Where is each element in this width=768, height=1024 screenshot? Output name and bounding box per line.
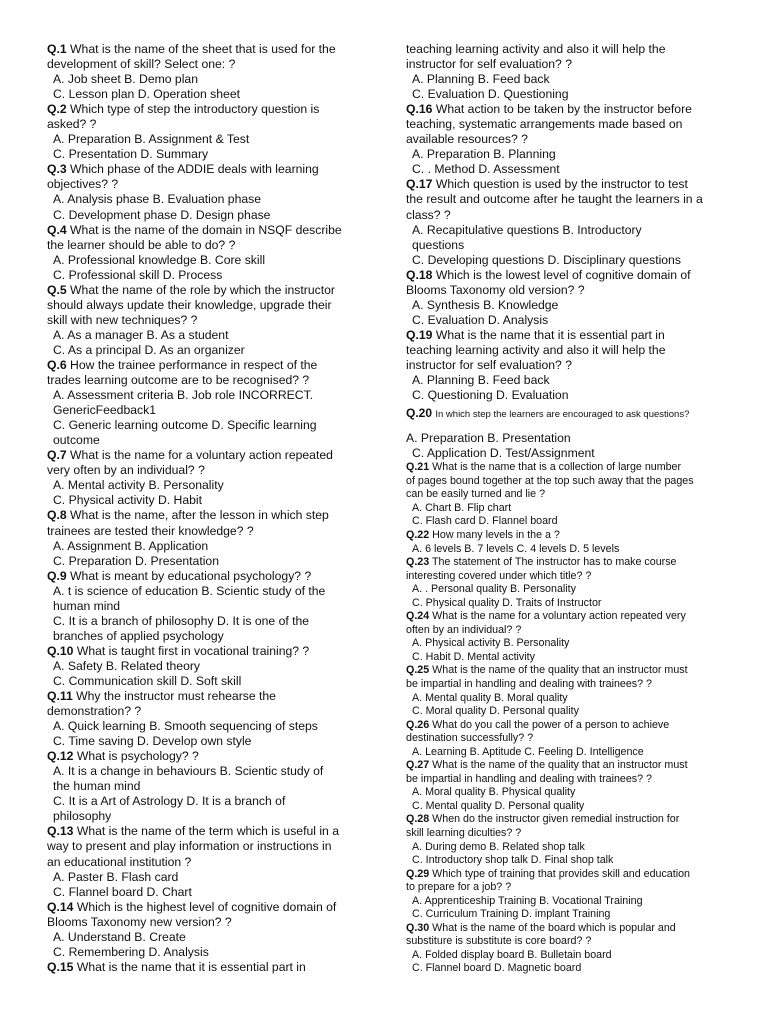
question-text: What is the name of the sheet that is used for the — [70, 42, 336, 56]
option-line: C. It is a Art of Astrology D. It is a branch of — [53, 794, 286, 809]
option-line: human mind — [53, 598, 121, 613]
question-text: Which type of training that provides skill and education — [432, 867, 690, 880]
question-text: teaching learning activity and also it will help the — [406, 42, 666, 56]
right-top-section — [406, 42, 728, 403]
option-line: A. Job sheet B. Demo plan — [53, 72, 198, 87]
question-text-line — [47, 524, 369, 539]
option-line: A. Moral quality B. Physical quality — [412, 786, 576, 799]
option-line: A. Folded display board B. Bulletain board — [412, 948, 612, 961]
option-line: A. Understand B. Create — [53, 929, 186, 944]
option-line: C. Flannel board D. Magnetic board — [412, 962, 582, 975]
question-number: Q.6 — [47, 357, 67, 372]
question-text-line — [47, 839, 369, 854]
question-text: can be easily turned and lie ? — [406, 488, 546, 501]
question-text: What is the name that it is essential part in — [435, 327, 665, 342]
question-27 — [406, 759, 728, 813]
question-25 — [406, 664, 728, 718]
question-text-line — [47, 689, 369, 704]
question-14 — [47, 900, 369, 960]
option-line: C. Evaluation D. Analysis — [412, 312, 549, 327]
question-text: skill with new techniques? ? — [47, 312, 198, 327]
question-text-line — [47, 915, 369, 930]
question-text: Which is the highest level of cognitive domain of — [76, 899, 337, 914]
option-line: C. Communication skill D. Soft skill — [53, 673, 242, 688]
option-line: A. Preparation B. Planning — [412, 147, 556, 162]
question-text-line — [406, 827, 728, 841]
question-text: substiture is substitute is core board? ? — [406, 935, 592, 948]
question-text: very often by an individual? ? — [47, 463, 205, 478]
question-text: How the trainee performance in respect of the — [70, 357, 318, 372]
question-text: What is the name that it is essential part in — [76, 959, 306, 974]
question-4 — [47, 223, 369, 283]
question-text-line — [406, 343, 728, 358]
question-number: Q.11 — [47, 689, 73, 704]
question-text-line — [406, 117, 728, 132]
question-number: Q.17 — [406, 177, 433, 192]
question-text-line — [406, 719, 728, 733]
option-line: the human mind — [53, 779, 141, 794]
option-line: C. It is a branch of philosophy D. It is one of the — [53, 613, 310, 628]
option-line: branches of applied psychology — [53, 628, 224, 643]
question-text: way to present and play information or instructions in — [47, 839, 332, 854]
question-text: trainees are tested their knowledge? ? — [47, 523, 254, 538]
option-line: A. t is science of education B. Scientic study of the — [53, 583, 326, 598]
right-column — [406, 42, 728, 976]
question-text: the learner should be able to do? ? — [47, 237, 236, 252]
question-number: Q.26 — [406, 718, 430, 731]
question-text: What action to be taken by the instructor before — [435, 102, 692, 117]
question-text-line — [406, 461, 728, 475]
question-text-line — [47, 824, 369, 839]
option-line: A. Preparation B. Assignment & Test — [53, 132, 250, 147]
question-text-line — [47, 57, 369, 72]
question-number: Q.7 — [47, 448, 67, 463]
question-1 — [47, 42, 369, 102]
question-text: Blooms Taxonomy new version? ? — [47, 914, 232, 929]
option-line: C. Presentation D. Summary — [53, 147, 209, 162]
question-text: often by an individual? ? — [406, 623, 522, 636]
question-text: instructor for self evaluation? ? — [406, 357, 572, 372]
option-line: C. Habit D. Mental activity — [412, 650, 535, 663]
question-number: Q.20 — [406, 406, 433, 421]
option-line: C. Curriculum Training D. implant Training — [412, 908, 611, 921]
question-number: Q.28 — [406, 813, 430, 826]
question-13 — [47, 824, 369, 899]
question-number: Q.23 — [406, 556, 430, 569]
question-text-line — [47, 960, 369, 975]
question-30 — [406, 922, 728, 976]
question-text-line — [47, 704, 369, 719]
question-text-line — [406, 556, 728, 570]
question-number: Q.3 — [47, 162, 67, 177]
question-20-options — [406, 431, 728, 461]
question-text: an educational institution ? — [47, 854, 192, 869]
question-text-line — [406, 759, 728, 773]
question-text: What is the name of the domain in NSQF describe — [70, 222, 342, 237]
question-text-line — [47, 162, 369, 177]
question-number: Q.14 — [47, 899, 74, 914]
option-line: questions — [412, 237, 465, 252]
question-23 — [406, 556, 728, 610]
question-number: Q.21 — [406, 461, 430, 474]
option-line: A. During demo B. Related shop talk — [412, 840, 585, 853]
question-text-line — [406, 358, 728, 373]
question-text-line — [47, 42, 369, 57]
question-number: Q.27 — [406, 759, 430, 772]
question-text: skill learning diculties? ? — [406, 826, 522, 839]
question-text-line — [47, 283, 369, 298]
option-line: C. Preparation D. Presentation — [53, 553, 219, 568]
option-line: A. Quick learning B. Smooth sequencing of steps — [53, 719, 318, 734]
question-text: What is the name of the term which is useful in a — [76, 824, 339, 839]
question-text-line — [406, 488, 728, 502]
question-text: What is the name for a voluntary action repeated — [70, 448, 333, 463]
question-text-line — [47, 298, 369, 313]
question-text-line — [406, 208, 728, 223]
question-12 — [47, 749, 369, 824]
question-20-header — [406, 405, 728, 423]
option-line: A. Planning B. Feed back — [412, 373, 550, 388]
question-22 — [406, 529, 728, 556]
question-text-line — [47, 373, 369, 388]
question-3 — [47, 162, 369, 222]
question-text: What the name of the role by which the instructor — [70, 282, 335, 297]
question-number: Q.4 — [47, 222, 67, 237]
question-16 — [406, 102, 728, 177]
question-text-line — [406, 102, 728, 117]
question-text-line — [406, 813, 728, 827]
question-text-line — [406, 935, 728, 949]
question-number: Q.9 — [47, 568, 67, 583]
question-text: When do the instructor given remedial instruction for — [432, 813, 680, 826]
option-line: C. Mental quality D. Personal quality — [412, 799, 585, 812]
option-line: C. Remembering D. Analysis — [53, 944, 209, 959]
right-bottom-section — [406, 461, 728, 976]
question-text: development of skill? Select one: ? — [47, 57, 236, 72]
option-line: A. Mental quality B. Moral quality — [412, 691, 568, 704]
question-continuation — [406, 42, 728, 102]
question-text-line — [47, 358, 369, 373]
question-text-line — [47, 900, 369, 915]
question-text: to prepare for a job? ? — [406, 881, 512, 894]
option-line: C. Developing questions D. Disciplinary questions — [412, 252, 681, 267]
option-line: A. . Personal quality B. Personality — [412, 583, 576, 596]
option-line: A. Professional knowledge B. Core skill — [53, 252, 266, 267]
question-19 — [406, 328, 728, 403]
question-number: Q.10 — [47, 643, 74, 658]
question-text-line — [406, 881, 728, 895]
question-text: asked? ? — [47, 117, 97, 132]
question-text: of pages bound together at the top such away that the pages — [406, 474, 694, 487]
question-number: Q.16 — [406, 102, 433, 117]
question-text-line — [406, 177, 728, 192]
question-text-line — [406, 42, 728, 57]
question-text-line — [47, 448, 369, 463]
option-line: A. Paster B. Flash card — [53, 869, 179, 884]
option-line: A. Mental activity B. Personality — [53, 478, 224, 493]
option-line: outcome — [53, 433, 100, 448]
question-text-line — [406, 664, 728, 678]
question-15 — [47, 960, 369, 975]
question-text: destination successfully? ? — [406, 732, 534, 745]
question-text: the result and outcome after he taught the learners in a — [406, 192, 703, 207]
question-text-line — [406, 624, 728, 638]
question-7 — [47, 448, 369, 508]
question-text: Blooms Taxonomy old version? ? — [406, 282, 585, 297]
question-text: should always update their knowledge, upgrade their — [47, 297, 332, 312]
question-number: Q.18 — [406, 267, 433, 282]
question-text-line — [406, 732, 728, 746]
question-text: What is the name that is a collection of large number — [432, 461, 682, 474]
question-text: What is the name of the quality that an instructor must — [432, 759, 688, 772]
question-text-line — [406, 773, 728, 787]
question-text: teaching learning activity and also it will help the — [406, 342, 666, 357]
question-text: How many levels in the a ? — [432, 528, 560, 541]
question-text: demonstration? ? — [47, 704, 142, 719]
option-line: C. Physical activity D. Habit — [53, 493, 202, 508]
question-number: Q.8 — [47, 508, 67, 523]
question-29 — [406, 868, 728, 922]
question-text-line — [47, 508, 369, 523]
question-text-line — [47, 463, 369, 478]
option-line: C. Generic learning outcome D. Specific learning — [53, 418, 317, 433]
question-number: Q.29 — [406, 867, 430, 880]
question-text-line — [406, 283, 728, 298]
option-line: A. Planning B. Feed back — [412, 72, 550, 87]
question-text: What is taught first in vocational training? ? — [76, 643, 310, 658]
question-text: The statement of The instructor has to make course — [431, 556, 677, 569]
question-text-line — [406, 529, 728, 543]
question-number: Q.2 — [47, 102, 67, 117]
option-line: C. Development phase D. Design phase — [53, 207, 271, 222]
question-text: What is psychology? ? — [76, 749, 199, 764]
option-line: C. Evaluation D. Questioning — [412, 87, 569, 102]
left-column — [47, 42, 369, 975]
question-text: What is the name of the board which is popular and — [432, 921, 676, 934]
option-line: C. Questioning D. Evaluation — [412, 388, 569, 403]
question-text-line — [406, 570, 728, 584]
option-line: A. Assessment criteria B. Job role INCORRECT. — [53, 388, 314, 403]
option-line: A. Synthesis B. Knowledge — [412, 297, 559, 312]
question-number: Q.1 — [47, 42, 67, 56]
question-text-line — [406, 678, 728, 692]
question-text-line — [47, 569, 369, 584]
question-text: teaching, systematic arrangements made based on — [406, 117, 683, 132]
question-text-line — [406, 475, 728, 489]
question-10 — [47, 644, 369, 689]
question-text-line — [406, 268, 728, 283]
question-number: Q.30 — [406, 921, 430, 934]
question-text: class? ? — [406, 207, 451, 222]
option-line: A. Analysis phase B. Evaluation phase — [53, 192, 261, 207]
question-text-line — [406, 328, 728, 343]
question-number: Q.5 — [47, 282, 67, 297]
question-text: trades learning outcome are to be recognised? ? — [47, 373, 310, 388]
question-20 — [406, 405, 728, 461]
question-17 — [406, 177, 728, 267]
question-text: Which question is used by the instructor to test — [435, 177, 688, 192]
option-line: C. Lesson plan D. Operation sheet — [53, 87, 240, 102]
question-text: be impartial in handling and dealing with trainees? ? — [406, 772, 652, 785]
question-number: Q.13 — [47, 824, 74, 839]
question-text-line — [47, 117, 369, 132]
question-text: available resources? ? — [406, 132, 528, 147]
question-text-line — [406, 610, 728, 624]
option-line: A. As a manager B. As a student — [53, 327, 229, 342]
question-text: Which is the lowest level of cognitive domain of — [435, 267, 691, 282]
option-line: C. . Method D. Assessment — [412, 162, 560, 177]
option-line: C. Professional skill D. Process — [53, 267, 223, 282]
question-11 — [47, 689, 369, 749]
option-line: C. Time saving D. Develop own style — [53, 734, 252, 749]
question-text-line — [406, 868, 728, 882]
question-21 — [406, 461, 728, 529]
option-line: A. It is a change in behaviours B. Scientic study of — [53, 764, 324, 779]
option-line: C. Moral quality D. Personal quality — [412, 705, 579, 718]
question-text-line — [47, 313, 369, 328]
question-text: instructor for self evaluation? ? — [406, 57, 572, 72]
question-text: Why the instructor must rehearse the — [76, 689, 276, 704]
question-text: Which type of step the introductory question is — [70, 102, 320, 117]
option-line: A. Safety B. Related theory — [53, 658, 201, 673]
question-text: What is the name of the quality that an instructor must — [432, 664, 688, 677]
question-8 — [47, 508, 369, 568]
question-text-line — [47, 102, 369, 117]
option-line: C. Flash card D. Flannel board — [412, 515, 558, 528]
question-number: Q.25 — [406, 664, 430, 677]
question-text-line — [47, 644, 369, 659]
option-line: A. Learning B. Aptitude C. Feeling D. Intelligence — [412, 745, 644, 758]
question-text-line — [47, 749, 369, 764]
option-line: A. Assignment B. Application — [53, 538, 209, 553]
question-9 — [47, 569, 369, 644]
question-number: Q.22 — [406, 528, 430, 541]
question-24 — [406, 610, 728, 664]
question-5 — [47, 283, 369, 358]
question-text-line — [47, 177, 369, 192]
question-text: interesting covered under which title? ? — [406, 569, 592, 582]
option-line: A. Chart B. Flip chart — [412, 501, 512, 514]
question-number: Q.24 — [406, 610, 430, 623]
question-text: be impartial in handling and dealing with trainees? ? — [406, 677, 652, 690]
option-line: philosophy — [53, 809, 112, 824]
question-text: What is the name, after the lesson in which step — [70, 508, 329, 523]
question-18 — [406, 268, 728, 328]
question-number: Q.12 — [47, 749, 74, 764]
option-line: A. Physical activity B. Personality — [412, 637, 570, 650]
option-line: GenericFeedback1 — [53, 403, 156, 418]
question-number: Q.19 — [406, 327, 433, 342]
question-text-line — [406, 922, 728, 936]
question-text-line — [47, 238, 369, 253]
question-6 — [47, 358, 369, 448]
question-text: What is the name for a voluntary action repeated very — [432, 610, 686, 623]
question-text-line — [406, 192, 728, 207]
question-text: What do you call the power of a person to achieve — [432, 718, 670, 731]
question-2 — [47, 102, 369, 162]
question-text: Which phase of the ADDIE deals with learning — [70, 162, 319, 177]
option-line: C. As a principal D. As an organizer — [53, 342, 245, 357]
option-line: A. 6 levels B. 7 levels C. 4 levels D. 5 levels — [412, 542, 620, 555]
question-number: Q.15 — [47, 959, 74, 974]
option-line: C. Application D. Test/Assignment — [412, 446, 595, 461]
question-text-line — [47, 223, 369, 238]
question-text-line — [406, 132, 728, 147]
option-line: C. Physical quality D. Traits of Instructor — [412, 596, 602, 609]
option-line: C. Flannel board D. Chart — [53, 884, 192, 899]
question-text: What is meant by educational psychology? ? — [70, 568, 312, 583]
question-text: In which step the learners are encouraged to ask questions? — [435, 409, 690, 421]
question-text-line — [47, 855, 369, 870]
question-28 — [406, 813, 728, 867]
option-line: A. Preparation B. Presentation — [406, 431, 571, 446]
question-text-line — [406, 57, 728, 72]
option-line: C. Introductory shop talk D. Final shop talk — [412, 854, 614, 867]
option-line: A. Recapitulative questions B. Introductory — [412, 222, 642, 237]
option-line: A. Apprenticeship Training B. Vocational Training — [412, 894, 643, 907]
question-text: objectives? ? — [47, 177, 119, 192]
question-26 — [406, 719, 728, 760]
